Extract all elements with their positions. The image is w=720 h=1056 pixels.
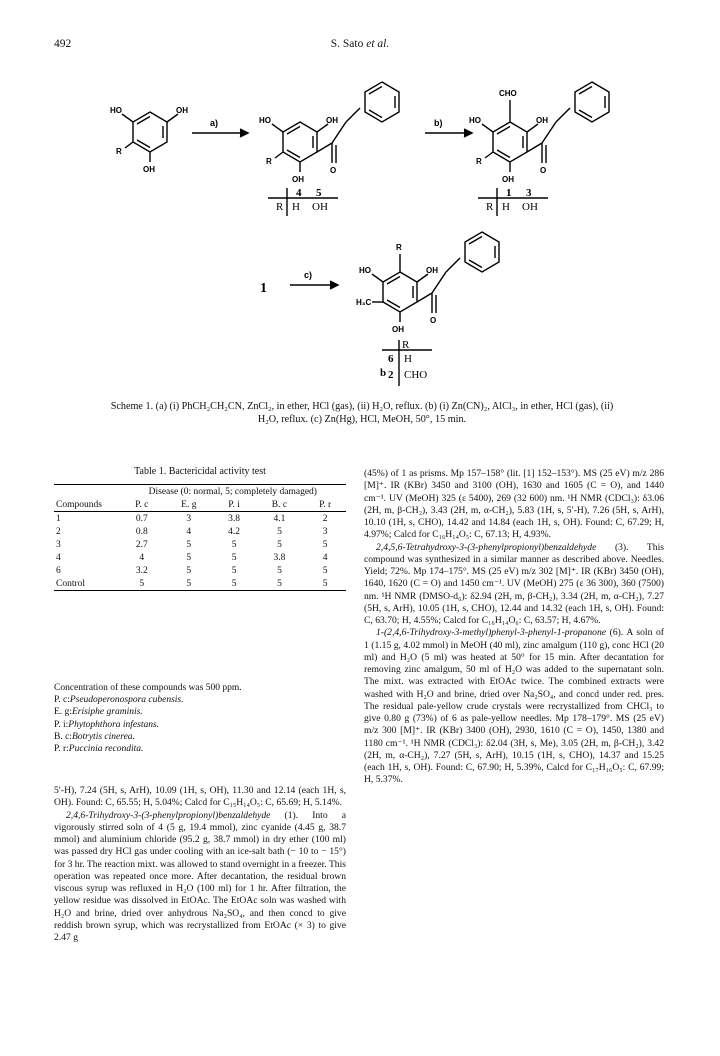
label-cho: CHO	[499, 89, 517, 98]
label-step-a: a)	[210, 118, 219, 128]
substituent-value: H	[292, 201, 300, 213]
compound-number: 4	[296, 187, 302, 199]
substituent-label: R	[402, 339, 410, 351]
table-cell: 4.1	[273, 513, 286, 524]
table-header: B. c	[271, 499, 288, 510]
structure-methyl-6-2	[372, 232, 499, 322]
benzene-ring	[383, 272, 417, 312]
abbreviation-item: E. g:Erisiphe graminis.	[54, 707, 143, 718]
bactericidal-activity-table	[54, 484, 346, 591]
label-o: O	[430, 316, 437, 325]
table-cell: 5	[186, 552, 192, 563]
label-ho: HO	[359, 266, 371, 275]
compound-title: 2,4,6-Trihydroxy-3-(3-phenylpropionyl)benzaldehyde	[66, 809, 271, 821]
label-ho: HO	[110, 106, 122, 115]
label-oh: OH	[536, 116, 548, 125]
compound-number: 3	[526, 187, 532, 199]
reaction-scheme	[0, 0, 720, 400]
table-cell: 6	[56, 565, 61, 576]
page-number: 492	[54, 38, 72, 50]
label-o: O	[540, 166, 547, 175]
table-cell: 1	[56, 513, 61, 524]
table-cell: 5	[231, 578, 237, 589]
table-cell: 5	[186, 578, 192, 589]
table-cell: 5	[231, 539, 237, 550]
table-cell: 0.7	[135, 513, 148, 524]
table-cell: 5	[186, 539, 192, 550]
substituent-label: R	[276, 201, 284, 213]
table-cell: 5	[322, 578, 328, 589]
abbreviation-item: P. c:Pseudoperonospora cubensis.	[54, 695, 184, 706]
table-cell: 5	[277, 578, 282, 589]
table-cell: 5	[139, 578, 145, 589]
compound-number: 2	[388, 369, 394, 381]
paragraph: 1-(2,4,6-Trihydroxy-3-methyl)phenyl-3-phenyl-1-propanone (6). A soln of 1 (1.15 g, 4.02 mmol) in MeOH (40 ml), zinc amalgum (110 g), conc HCl (20 ml) and H₂O (5 ml) was heated at 50° for 15 min. After decantation for removing zinc amalgum, 50 ml of H₂O was added to the supernatant soln. The mixt. was extracted with EtOAc twice. The combined extracts were washed with H₂O and brine, dried over Na₂SO₄, and concd under red. pres. The residual pale-yellow crude crystals were recrystallized from CHCl₃ to give 0.80 g (73%) of 6 as pale-yellow needles. Mp 178–179°. MS (25 eV) m/z 300 [M]⁺. IR (KBr) 3400 (OH), 2930, 1610 (C = O), 1450, 1380 and 1180 cm⁻¹. ¹H NMR (CDCl₃): δ2.04 (3H, s, Me), 3.05 (2H, m, β-CH₂), 3.42 (2H, m, α-CH₂), 7.27 (5H, s, ArH), 10.15 (1H, s, CHO), 14.37 and 15.25 (each 1H, s, OH). Found: C, 67.90; H, 5.39%, Calcd for C₁₇H₁₆O₅: C, 67.99; H, 5.37%.	[364, 627, 664, 786]
table-cell: 5	[277, 526, 282, 537]
table-cell: 0.8	[135, 526, 148, 537]
table-header: P. i	[228, 499, 240, 510]
scheme-side-label: b	[380, 367, 387, 379]
left-column-text	[54, 785, 346, 944]
table-cell: 4.2	[228, 526, 241, 537]
table-footnotes	[54, 682, 346, 755]
table-group-header: Disease (0: normal, 5; completely damaged)	[148, 486, 317, 497]
label-r: R	[266, 157, 272, 166]
label-oh: OH	[143, 165, 155, 174]
table-cell: 3.2	[135, 565, 148, 576]
benzene-ring	[283, 122, 317, 162]
table-cell: 4	[322, 552, 328, 563]
phenyl-ring	[575, 82, 609, 122]
table-row	[54, 512, 346, 526]
table-header: P. r	[319, 499, 332, 510]
label-compound-1: 1	[260, 281, 267, 296]
substituent-value: OH	[522, 201, 538, 213]
substituent-value: OH	[312, 201, 328, 213]
compound-number: 6	[388, 353, 394, 365]
compound-title: 1-(2,4,6-Trihydroxy-3-methyl)phenyl-3-phenyl-1-propanone	[376, 627, 607, 639]
abbreviation-item: P. i:Phytophthora infestans.	[54, 719, 160, 730]
table-cell: 3	[186, 513, 192, 524]
label-r: R	[396, 243, 402, 252]
compound-number: 5	[316, 187, 322, 199]
label-step-b: b)	[434, 118, 443, 128]
substituent-value: H	[404, 353, 412, 365]
label-ho: HO	[259, 116, 271, 125]
phenyl-ring	[365, 82, 399, 122]
label-o: O	[330, 166, 337, 175]
table-cell: 5	[322, 539, 328, 550]
compound-number: 1	[506, 187, 512, 199]
table-row	[54, 564, 346, 577]
table-title: Table 1. Bactericidal activity test	[134, 466, 266, 477]
table-note: Concentration of these compounds was 500 ppm.	[54, 683, 242, 693]
substituent-value: CHO	[404, 369, 428, 381]
structure-ketone-4-5	[272, 82, 399, 172]
running-title-etal: et al.	[366, 38, 390, 50]
table-cell: 5	[277, 539, 282, 550]
table-cell: 3	[56, 539, 61, 550]
running-title-author: S. Sato	[330, 38, 364, 50]
abbreviation-item: B. c:Botrytis cinerea.	[54, 731, 135, 742]
label-step-c: c)	[304, 270, 313, 280]
table-row	[54, 538, 346, 551]
table-cell: Control	[56, 578, 86, 589]
table-cell: 4	[186, 526, 192, 537]
substituent-value: H	[502, 201, 510, 213]
table-cell: 5	[277, 565, 282, 576]
table-row	[54, 577, 346, 591]
table-header: P. c	[135, 499, 149, 510]
label-oh: OH	[502, 175, 514, 184]
table-cell: 5	[231, 552, 237, 563]
table-header: Compounds	[56, 499, 102, 510]
label-ho: HO	[469, 116, 481, 125]
table-cell: 4	[56, 552, 61, 563]
label-oh: OH	[292, 175, 304, 184]
compound-title: 2,4,5,6-Tetrahydroxy-3-(3-phenylpropionyl)benzaldehyde	[376, 541, 597, 553]
table-cell: 4	[139, 552, 145, 563]
table-header: E. g	[181, 499, 197, 510]
table-cell: 3	[322, 526, 328, 537]
paragraph: 5′-H), 7.24 (5H, s, ArH), 10.09 (1H, s, OH), 11.30 and 12.14 (each 1H, s, OH). Found: C, 65.55; H, 5.04%; Calcd for C₁₅H₁₄O₅: C, 65.69; H, 5.14%.	[54, 785, 346, 809]
table-cell: 5	[186, 565, 192, 576]
table-cell: 3.8	[273, 552, 286, 563]
benzene-ring	[493, 122, 527, 162]
paragraph: (45%) of 1 as prisms. Mp 157–158° (lit. [1] 152–153°). MS (25 eV) m/z 286 [M]⁺. IR (KBr) 3450 and 3100 (OH), 1630 and 1605 (C = O), and 1440 cm⁻¹. UV (MeOH) 325 (ε 5400), 269 (32 600) nm. ¹H NMR (CDCl₃): δ3.06 (2H, m, β-CH₂), 3.43 (2H, m, α-CH₂), 5.83 (1H, s, 5′-H), 7.26 (5H, s, ArH), 10.10 (1H, s, CHO), 14.42 and 14.84 (each 1H, s, OH). Found: C, 67.29; H, 4.97%; Calcd for C₁₆H₁₄O₅: C, 67.13; H, 4.93%.	[364, 468, 664, 541]
scheme-caption: Scheme 1. (a) (i) PhCH₂CH₂CN, ZnCl₂, in ether, HCl (gas), (ii) H₂O, reflux. (b) (i) Zn(CN)₂, AlCl₃, in ether, HCl (gas), (ii) H₂O, reflux. (c) Zn(Hg), HCl, MeOH, 50°, 15 min.	[110, 401, 614, 425]
table-cell: 3.8	[228, 513, 241, 524]
label-oh: OH	[426, 266, 438, 275]
table-cell: 5	[322, 565, 328, 576]
substituent-label: R	[486, 201, 494, 213]
paragraph: 2,4,6-Trihydroxy-3-(3-phenylpropionyl)benzaldehyde (1). Into a vigorously stirred soln of 4 (5 g, 19.4 mmol), zinc cyanide (4.45 g, 38.7 mmol) and aluminium chloride (95.2 g, 38.7 mmol) in dry ether (100 ml) was passed dry HCl gas under cooling with an ice-salt bath (− 10 to − 15°) for 3 hr. The reaction mixt. was allowed to stand overnight in a freezer. This operation was repeated once more. After decantation, the residual brown viscous syrup was refluxed in H₂O (100 ml) for 1 hr. After filtration, the yellow residue was dissolved in EtOAc. The EtOAc soln was washed with H₂O and brine, dried over anhydrous Na₂SO₄, and then concd to give reddish brown syrup, which was recrystallized from EtOAc (× 3) to give 2.47 g	[54, 809, 346, 943]
label-r: R	[476, 157, 482, 166]
label-r: R	[116, 147, 122, 156]
abbreviation-item: P. r:Puccinia recondita.	[54, 744, 144, 755]
label-oh: OH	[176, 106, 188, 115]
table-row	[54, 525, 346, 538]
table-cell: 2.7	[135, 539, 148, 550]
phenyl-ring	[465, 232, 499, 272]
label-h3c: H₃C	[356, 298, 372, 307]
table-cell: 5	[231, 565, 237, 576]
label-oh: OH	[392, 325, 404, 334]
structure-phloroglucinol	[122, 112, 178, 162]
table-cell: 2	[56, 526, 61, 537]
table-row	[54, 551, 346, 564]
benzene-ring	[133, 112, 167, 152]
paragraph: 2,4,5,6-Tetrahydroxy-3-(3-phenylpropionyl)benzaldehyde (3). This compound was synthesized in a similar manner as described above. Needles. Yield; 72%. Mp 174–175°. MS (25 eV) m/z 302 [M]⁺. IR (KBr) 3450 (OH), 1640, 1620 (C = O) and 1450 cm⁻¹. UV (MeOH) 275 (ε 36 300), 360 (7500) nm. ¹H NMR (DMSO-d₆): δ2.94 (2H, m, β-CH₂), 3.34 (2H, m, α-CH₂), 7.27 (5H, s, ArH), 10.05 (1H, s, CHO), 12.44 and 14.32 (each 1H, s, OH). Found: C, 63.70; H, 4.55%; Calcd for C₁₆H₁₄O₆: C, 63.57; H, 4.67%.	[364, 541, 664, 626]
right-column-text	[364, 468, 664, 787]
label-oh: OH	[326, 116, 338, 125]
table-cell: 2	[322, 513, 328, 524]
